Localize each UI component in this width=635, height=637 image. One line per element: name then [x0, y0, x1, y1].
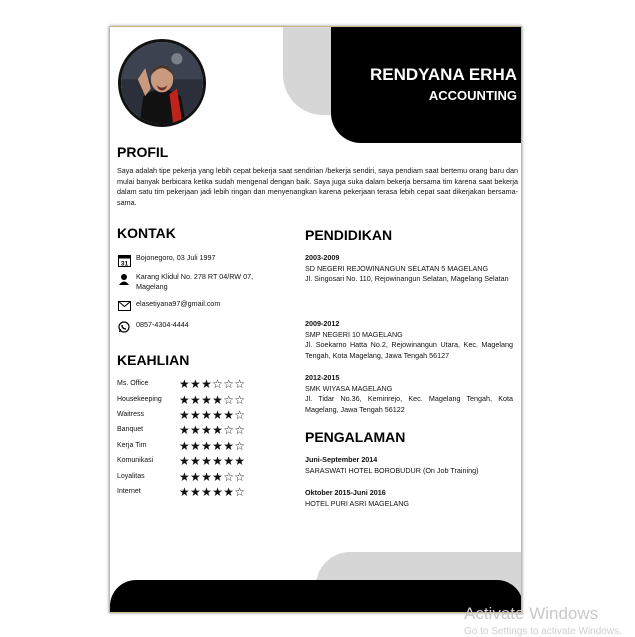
skill-rating-stars: ★★★★☆☆: [179, 393, 246, 407]
candidate-name: RENDYANA ERHA: [369, 65, 517, 84]
education-address: Jl. Tidar No.36, Kemirirejo, Kec. Magelang Tengah, Kota Magelang, Jawa Tengah 56122: [305, 394, 513, 414]
experience-place: HOTEL PURI ASRI MAGELANG: [305, 498, 409, 508]
experience-place: SARASWATI HOTEL BOROBUDUR (On Job Training): [305, 465, 479, 475]
education-address: Jl. Singosari No. 110, Rejowinangun Selatan, Magelang Selatan: [305, 274, 509, 283]
skill-row: [117, 379, 267, 391]
experience-item: [305, 488, 513, 509]
contact-birth: [117, 253, 216, 267]
address-text: Karang Klidul No. 278 RT 04/RW 07, Magelang: [136, 272, 254, 291]
skill-label: Waitress: [117, 411, 144, 418]
skill-row: [117, 410, 267, 422]
skill-rating-stars: ★★★★★★: [179, 454, 246, 468]
calendar-icon: [117, 253, 131, 267]
skill-rating-stars: ★★★★☆☆: [179, 423, 246, 437]
contact-email: [117, 299, 220, 313]
email-text: elasetiyana97@gmail.com: [136, 299, 221, 308]
person-photo-icon: [121, 42, 203, 124]
pengalaman-heading: PENGALAMAN: [305, 429, 406, 445]
skill-rating-stars: ★★★★☆☆: [179, 470, 246, 484]
skill-rating-stars: ★★★★★☆: [179, 408, 246, 422]
education-school: SMK WIYASA MAGELANG: [305, 383, 393, 393]
skill-label: Kerja Tim: [117, 442, 147, 449]
activate-windows-subtitle: Go to Settings to activate Windows.: [464, 626, 622, 637]
skill-label: Housekeeping: [117, 396, 162, 403]
experience-period: Oktober 2015-Juni 2016: [305, 488, 386, 497]
education-school: SMP NEGERI 10 MAGELANG: [305, 329, 403, 339]
skill-label: Ms. Office: [117, 380, 149, 387]
profil-text: Saya adalah tipe pekerja yang lebih cepat bekerja saat sendirian /bekerja sendiri, saya pendiam saat bertemu orang baru dan mulai banyak berbicara ketika sudah mengenal dengan baik. Saya juga suka dalam bekerja bersama tim karena saat bekerja dalam satu tim pekerjaan jadi lebih ringan dan menyenangkan karena pekerjaan terasa lebih cepat saat dikerjakan bersama-sama.: [117, 166, 518, 207]
education-address: Jl. Soekarno Hatta No.2, Rejowinangun Utara, Kec. Magelang Tengah, Kota Magelang, Jawa Tengah 56127: [305, 340, 513, 360]
svg-text:31: 31: [120, 260, 128, 267]
experience-item: [305, 455, 513, 476]
skill-rating-stars: ★★★☆☆☆: [179, 377, 246, 391]
education-school: SD NEGERI REJOWINANGUN SELATAN 5 MAGELANG: [305, 263, 489, 273]
education-years: 2003-2009: [305, 253, 340, 262]
header-black-banner: [331, 27, 522, 143]
contact-phone: [117, 320, 189, 334]
skill-row: [117, 441, 267, 453]
skill-row: [117, 395, 267, 407]
profil-heading: PROFIL: [117, 144, 169, 160]
skill-row: [117, 472, 267, 484]
skill-label: Loyalitas: [117, 473, 145, 480]
skill-rating-stars: ★★★★★☆: [179, 485, 246, 499]
education-item: [305, 319, 513, 361]
skill-rating-stars: ★★★★★☆: [179, 439, 246, 453]
skill-row: [117, 425, 267, 437]
contact-address: [117, 272, 277, 291]
kontak-heading: KONTAK: [117, 225, 176, 241]
birth-text: Bojonegoro, 03 Juli 1997: [136, 253, 216, 262]
resume-page: [109, 26, 522, 613]
footer-black-banner: [110, 580, 522, 613]
profile-photo: [118, 39, 206, 127]
education-years: 2012-2015: [305, 373, 340, 382]
skill-row: [117, 487, 267, 499]
phone-text: 0857-4304-4444: [136, 320, 189, 329]
whatsapp-icon: [117, 320, 131, 334]
skill-label: Banquet: [117, 426, 144, 433]
pendidikan-heading: PENDIDIKAN: [305, 227, 393, 243]
skill-label: Internet: [117, 488, 141, 495]
education-years: 2009-2012: [305, 319, 340, 328]
activate-windows-title: Activate Windows: [464, 604, 599, 623]
keahlian-heading: KEAHLIAN: [117, 352, 190, 368]
education-item: [305, 373, 513, 415]
skill-row: [117, 456, 267, 468]
education-item: [305, 253, 513, 285]
experience-period: Juni-September 2014: [305, 455, 378, 464]
candidate-job-title: ACCOUNTING: [428, 88, 517, 103]
skill-label: Komunikasi: [117, 457, 154, 464]
location-pin-icon: [117, 272, 131, 286]
envelope-icon: [117, 299, 131, 313]
